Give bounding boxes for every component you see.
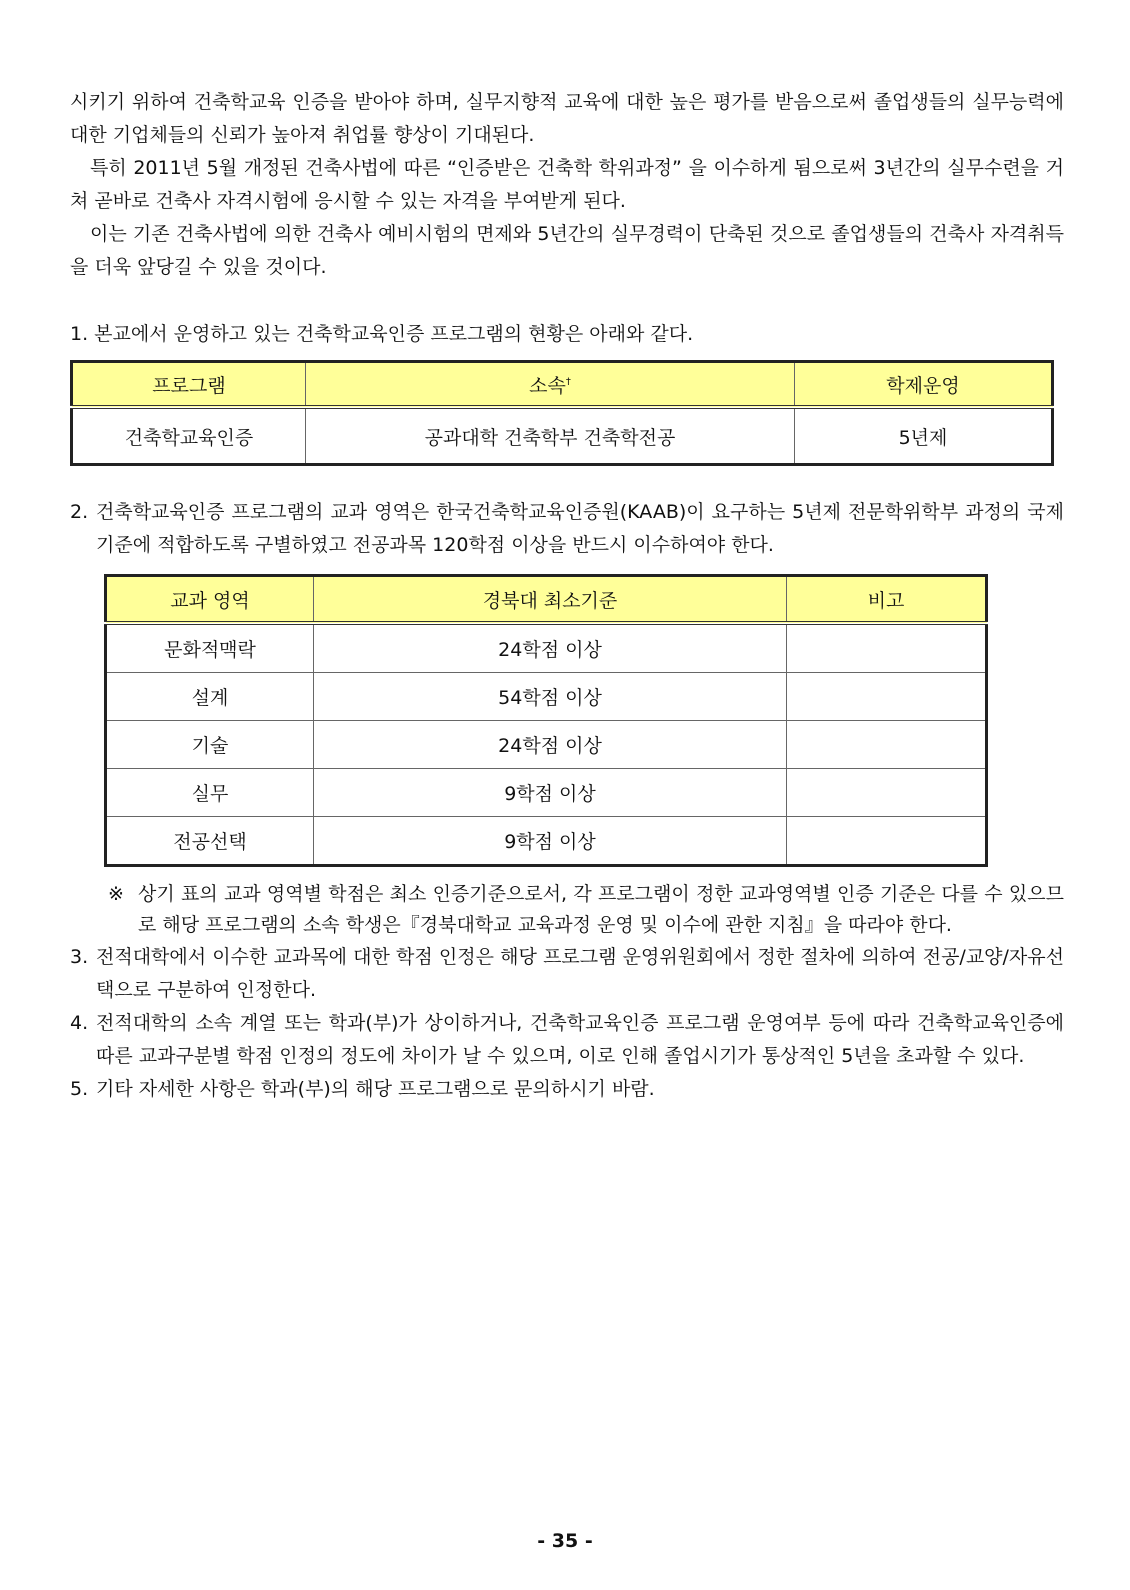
cell-remarks <box>787 721 987 769</box>
cell-area: 기술 <box>106 721 314 769</box>
cell-minimum: 24학점 이상 <box>314 721 787 769</box>
table-row <box>72 407 1053 465</box>
intro-paragraph-2: 특히 2011년 5월 개정된 건축사법에 따른 “인증받은 건축학 학위과정” 을 이수하게 됨으로써 3년간의 실무수련을 거쳐 곧바로 건축사 자격시험에 응시할 수 있는 자격을 부여받게 된다. <box>70 157 1064 212</box>
list-item-3 <box>70 941 1064 1007</box>
header-program: 프로그램 <box>72 362 306 408</box>
cell-area: 전공선택 <box>106 817 314 866</box>
list-text: 건축학교육인증 프로그램의 교과 영역은 한국건축학교육인증원(KAAB)이 요구하는 5년제 전문학위학부 과정의 국제기준에 적합하도록 구별하였고 전공과목 120학점 이상을 반드시 이수하여야 한다. <box>96 501 1064 556</box>
table-note <box>70 879 1064 941</box>
cell-minimum: 24학점 이상 <box>314 623 787 673</box>
list-text: 전적대학의 소속 계열 또는 학과(부)가 상이하거나, 건축학교육인증 프로그램 운영여부 등에 따라 건축학교육인증에 따른 교과구분별 학점 인정의 정도에 차이가 날 수 있으며, 이로 인해 졸업시기가 통상적인 5년을 초과할 수 있다. <box>96 1012 1064 1067</box>
dagger-mark: † <box>565 376 571 388</box>
note-text: 상기 표의 교과 영역별 학점은 최소 인증기준으로서, 각 프로그램이 정한 교과영역별 인증 기준은 다를 수 있으므로 해당 프로그램의 소속 학생은『경북대학교 교육과정 운영 및 이수에 관한 지침』을 따라야 한다. <box>138 883 1064 936</box>
table-header-row <box>72 362 1053 408</box>
cell-remarks <box>787 769 987 817</box>
cell-program: 건축학교육인증 <box>72 407 306 465</box>
cell-area: 설계 <box>106 673 314 721</box>
header-remarks: 비고 <box>787 576 987 624</box>
header-affiliation <box>306 362 795 408</box>
list-item-4 <box>70 1007 1064 1073</box>
list-number: 4. <box>70 1012 89 1034</box>
intro-paragraph-3: 이는 기존 건축사법에 의한 건축사 예비시험의 면제와 5년간의 실무경력이 단축된 것으로 졸업생들의 건축사 자격취득을 더욱 앞당길 수 있을 것이다. <box>70 223 1064 278</box>
cell-remarks <box>787 673 987 721</box>
table-header-row <box>106 576 987 624</box>
reference-mark-icon: ※ <box>108 883 124 905</box>
program-table <box>70 360 1054 466</box>
cell-remarks <box>787 623 987 673</box>
list-item-5 <box>70 1073 1064 1106</box>
table-row <box>106 623 987 673</box>
header-system: 학제운영 <box>795 362 1053 408</box>
cell-minimum: 9학점 이상 <box>314 769 787 817</box>
header-affiliation-label: 소속 <box>529 374 566 397</box>
table-row <box>106 817 987 866</box>
credit-table <box>104 574 988 867</box>
cell-area: 문화적맥락 <box>106 623 314 673</box>
cell-minimum: 9학점 이상 <box>314 817 787 866</box>
header-area: 교과 영역 <box>106 576 314 624</box>
list-text: 전적대학에서 이수한 교과목에 대한 학점 인정은 해당 프로그램 운영위원회에서 정한 절차에 의하여 전공/교양/자유선택으로 구분하여 인정한다. <box>96 946 1064 1001</box>
list-item-2 <box>70 496 1064 562</box>
table-row <box>106 769 987 817</box>
intro-paragraph-1: 시키기 위하여 건축학교육 인증을 받아야 하며, 실무지향적 교육에 대한 높은 평가를 받음으로써 졸업생들의 실무능력에 대한 기업체들의 신뢰가 높아져 취업률 향상이 기대된다. <box>70 91 1064 146</box>
list-number: 5. <box>70 1078 89 1100</box>
table-row <box>106 721 987 769</box>
list-number: 3. <box>70 946 89 968</box>
cell-area: 실무 <box>106 769 314 817</box>
page-number: - 35 - <box>537 1530 593 1552</box>
cell-affiliation: 공과대학 건축학부 건축학전공 <box>306 407 795 465</box>
list-number: 2. <box>70 501 89 523</box>
header-minimum: 경북대 최소기준 <box>314 576 787 624</box>
list-text: 기타 자세한 사항은 학과(부)의 해당 프로그램으로 문의하시기 바람. <box>96 1078 655 1100</box>
cell-minimum: 54학점 이상 <box>314 673 787 721</box>
document-page <box>70 86 1064 1106</box>
cell-system: 5년제 <box>795 407 1053 465</box>
cell-remarks <box>787 817 987 866</box>
table-row <box>106 673 987 721</box>
section-1-heading: 1. 본교에서 운영하고 있는 건축학교육인증 프로그램의 현황은 아래와 같다. <box>70 323 694 345</box>
